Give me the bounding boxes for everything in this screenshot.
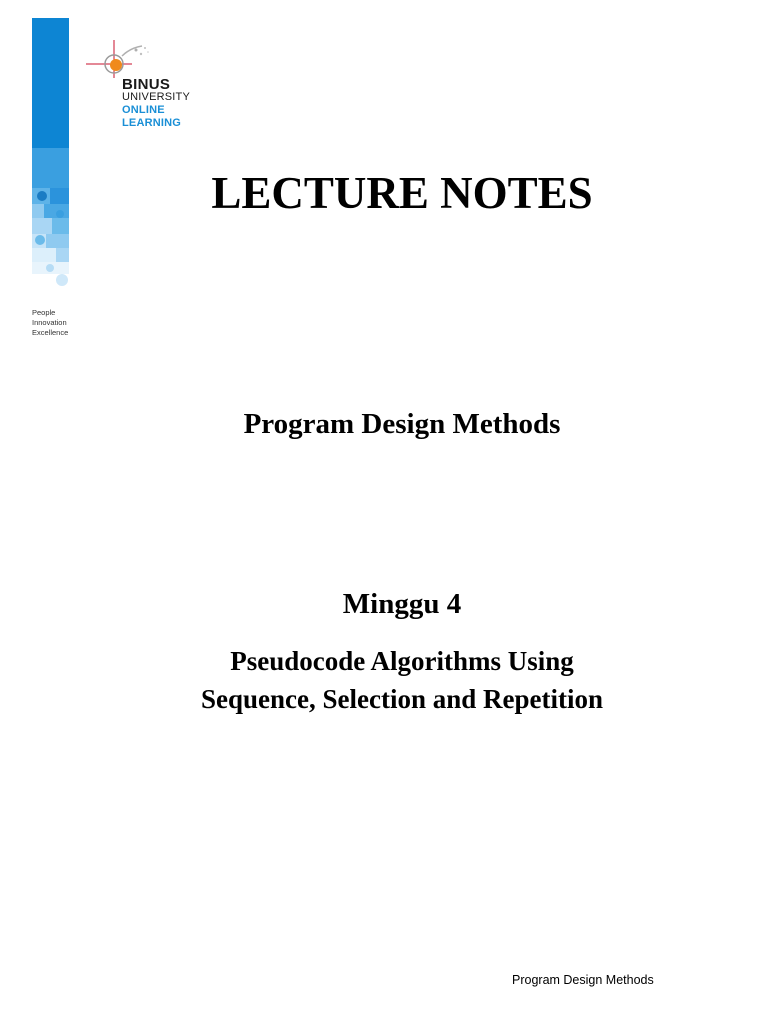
logo-university: UNIVERSITY xyxy=(122,91,191,103)
topic-title xyxy=(18,642,768,718)
week-label: Minggu 4 xyxy=(342,588,462,620)
binus-logo-text xyxy=(122,78,190,130)
decorative-side-band xyxy=(32,18,69,296)
course-title: Program Design Methods xyxy=(243,408,561,440)
logo-online: ONLINE xyxy=(122,104,165,116)
page-footer: Program Design Methods xyxy=(512,973,654,987)
logo-learning: LEARNING xyxy=(122,117,182,129)
topic-line-1: Pseudocode Algorithms Using xyxy=(230,646,574,676)
document-title: LECTURE NOTES xyxy=(211,168,593,218)
topic-line-2: Sequence, Selection and Repetition xyxy=(201,684,603,714)
tagline-excellence: Excellence xyxy=(32,328,69,337)
university-tagline xyxy=(32,308,68,338)
logo-brand: BINUS xyxy=(122,76,171,93)
tagline-innovation: Innovation xyxy=(32,318,67,327)
tagline-people: People xyxy=(32,308,56,317)
